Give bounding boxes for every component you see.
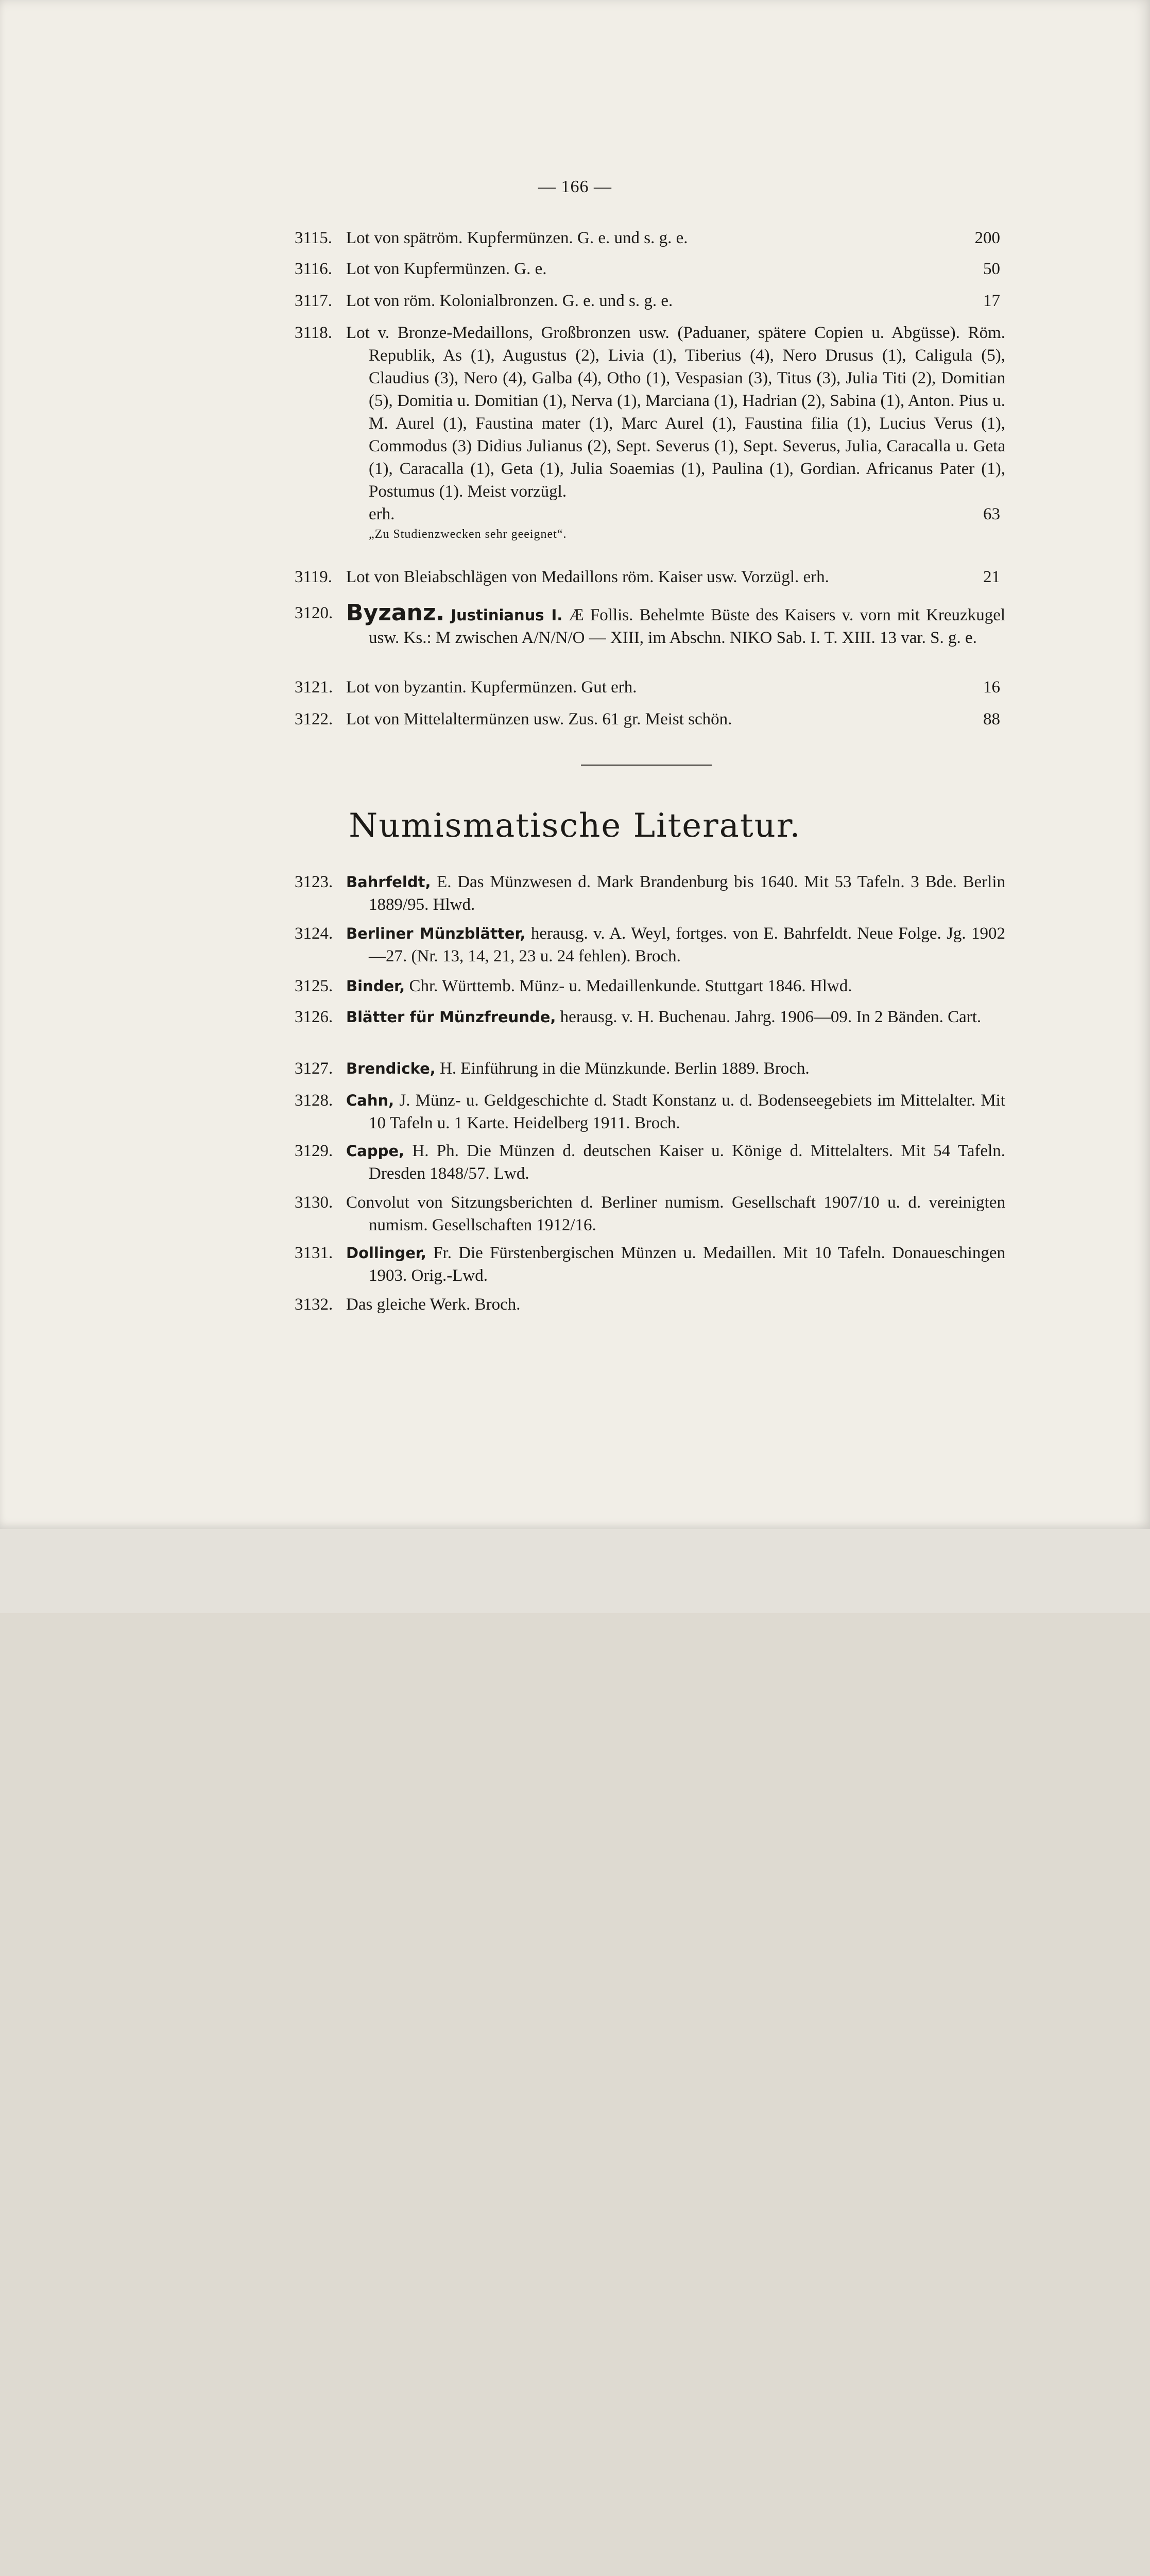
lot-entry <box>295 566 1005 588</box>
lot-description: Lot von Mittelaltermünzen usw. Zus. 61 gr. Meist schön. <box>346 710 732 728</box>
lot-entry <box>295 321 1005 543</box>
literature-description <box>346 1191 1005 1236</box>
literature-description <box>346 871 1005 916</box>
literature-entry <box>295 1089 1005 1134</box>
literature-text: H. Einführung in die Münzkunde. Berlin 1889. Broch. <box>440 1059 810 1078</box>
section-title: Byzanz. <box>346 600 445 626</box>
lot-number: 3122. <box>295 710 333 728</box>
lot-number: 3131. <box>295 1244 333 1262</box>
lot-description: Lot von spätröm. Kupfermünzen. G. e. und s. g. e. <box>346 229 688 247</box>
lot-condition-line <box>369 503 1005 526</box>
literature-entry <box>295 871 1005 916</box>
lot-number: 3116. <box>295 260 333 278</box>
lot-description: Lot von byzantin. Kupfermünzen. Gut erh. <box>346 678 637 697</box>
lot-estimate: 50 <box>983 260 1000 278</box>
lot-estimate: 16 <box>983 678 1000 697</box>
lot-description: Lot von Bleiabschlägen von Medaillons röm. Kaiser usw. Vorzügl. erh. <box>346 568 829 586</box>
literature-description <box>346 1057 1005 1080</box>
literature-entry <box>295 1006 1005 1028</box>
lot-estimate: 17 <box>983 292 1000 310</box>
lot-number: 3132. <box>295 1295 333 1314</box>
literature-entry <box>295 1242 1005 1287</box>
literature-description <box>346 975 1005 997</box>
literature-text: herausg. v. A. Weyl, fortges. von E. Bahrfeldt. Neue Folge. Jg. 1902—27. (Nr. 13, 14, 21, 23 u. 24 fehlen). Broch. <box>369 924 1005 965</box>
literature-text: Convolut von Sitzungsberichten d. Berliner numism. Gesellschaft 1907/10 u. d. vereinigten numism. Gesellschaften 1912/16. <box>346 1193 1005 1234</box>
ruler-name: Justinianus I. <box>451 606 563 624</box>
lot-description <box>346 600 1006 649</box>
author-name: Blätter für Münzfreunde, <box>346 1008 556 1026</box>
lot-condition: erh. <box>369 505 395 523</box>
literature-entry <box>295 1057 1005 1080</box>
digitization-footer <box>0 1529 1150 1613</box>
author-name: Cahn, <box>346 1092 394 1109</box>
author-name: Brendicke, <box>346 1060 436 1077</box>
lot-description: Lot v. Bronze-Medaillons, Großbronzen usw. (Paduaner, spätere Copien u. Abgüsse). Röm. Republik, As (1), Augustus (2), Livia (1), Tiberius (4), Nero Drusus (1), Caligula (5), Claudius (3), Nero (4), Galba (4), Otho (1), Vespasian (3), Titus (3), Julia Titi (2), Domitian (5), Domitia u. Domitian (1), Nerva (1), Marciana (1), Hadrian (2), Sabina (1), Anton. Pius u. M. Aurel (1), Faustina mater (1), Marc Aurel (1), Faustina filia (1), Lucius Verus (1), Commodus (3) Didius Julianus (2), Sept. Severus (1), Sept. Severus, Julia, Caracalla u. Geta (1), Caracalla (1), Geta (1), Julia Soaemias (1), Paulina (1), Gordian. Africanus Pater (1), Postumus (1). Meist vorzügl. <box>346 324 1005 501</box>
lot-number: 3126. <box>295 1008 333 1026</box>
author-name: Dollinger, <box>346 1244 426 1262</box>
literature-description <box>346 1089 1005 1134</box>
lot-description: Lot von Kupfermünzen. G. e. <box>346 260 547 278</box>
lot-entry <box>295 708 1005 731</box>
lot-estimate: 21 <box>983 568 1000 586</box>
literature-text: H. Ph. Die Münzen d. deutschen Kaiser u. Könige d. Mittelalters. Mit 54 Tafeln. Dresden 1848/57. Lwd. <box>369 1142 1006 1183</box>
lot-entry <box>295 258 1005 280</box>
lot-number: 3130. <box>295 1193 333 1212</box>
lot-estimate: 88 <box>983 710 1000 728</box>
lot-entry <box>295 602 1005 649</box>
literature-text: E. Das Münzwesen d. Mark Brandenburg bis 1640. Mit 53 Tafeln. 3 Bde. Berlin 1889/95. Hlwd. <box>369 873 1005 914</box>
lot-note: „Zu Studienzwecken sehr geeignet“. <box>369 528 567 541</box>
author-name: Bahrfeldt, <box>346 873 431 891</box>
literature-text: Das gleiche Werk. Broch. <box>346 1295 521 1314</box>
literature-text: Chr. Württemb. Münz- u. Medaillenkunde. Stuttgart 1846. Hlwd. <box>409 977 852 995</box>
lot-number: 3115. <box>295 229 333 247</box>
lot-number: 3124. <box>295 924 333 943</box>
lot-description: Lot von röm. Kolonialbronzen. G. e. und s. g. e. <box>346 292 673 310</box>
lot-number: 3120. <box>295 604 333 622</box>
lot-number: 3117. <box>295 292 333 310</box>
page-number: — 166 — <box>538 177 612 196</box>
literature-entry <box>295 1293 1005 1316</box>
literature-description <box>346 1006 1005 1028</box>
lot-number: 3118. <box>295 324 333 342</box>
lot-number: 3125. <box>295 977 333 995</box>
lot-entry <box>295 676 1005 699</box>
lot-entry <box>295 290 1005 312</box>
literature-text: J. Münz- u. Geldgeschichte d. Stadt Konstanz u. d. Bodenseegebiets im Mittelalter. Mit 10 Tafeln u. 1 Karte. Heidelberg 1911. Broch. <box>369 1091 1005 1132</box>
literature-description <box>346 1293 1005 1316</box>
literature-description <box>346 1242 1005 1287</box>
literature-text: herausg. v. H. Buchenau. Jahrg. 1906—09. In 2 Bänden. Cart. <box>560 1008 982 1026</box>
author-name: Cappe, <box>346 1142 405 1160</box>
literature-entry <box>295 1191 1005 1236</box>
lot-number: 3129. <box>295 1142 333 1160</box>
literature-description <box>346 922 1005 968</box>
literature-description <box>346 1140 1006 1185</box>
literature-entry <box>295 975 1005 997</box>
lot-text: Æ Follis. Behelmte Büste des Kaisers v. vorn mit Kreuzkugel usw. Ks.: M zwischen A/N/N/O — XIII, im Abschn. NIKO Sab. I. T. XIII. 13 var. S. g. e. <box>369 606 1006 647</box>
lot-estimate: 63 <box>983 505 1000 523</box>
lot-number: 3128. <box>295 1091 333 1110</box>
lot-number: 3119. <box>295 568 333 586</box>
section-divider <box>581 765 712 766</box>
lot-entry <box>295 227 1005 249</box>
lot-number: 3121. <box>295 678 333 697</box>
lot-number: 3127. <box>295 1059 333 1078</box>
author-name: Binder, <box>346 977 405 995</box>
author-name: Berliner Münzblätter, <box>346 925 526 942</box>
literature-text: Fr. Die Fürstenbergischen Münzen u. Medaillen. Mit 10 Tafeln. Donaueschingen 1903. Orig.-Lwd. <box>369 1244 1005 1285</box>
section-heading: Numismatische Literatur. <box>349 807 801 845</box>
lot-number: 3123. <box>295 873 333 891</box>
literature-entry <box>295 922 1005 968</box>
lot-estimate: 200 <box>974 229 1000 247</box>
literature-entry <box>295 1140 1005 1185</box>
